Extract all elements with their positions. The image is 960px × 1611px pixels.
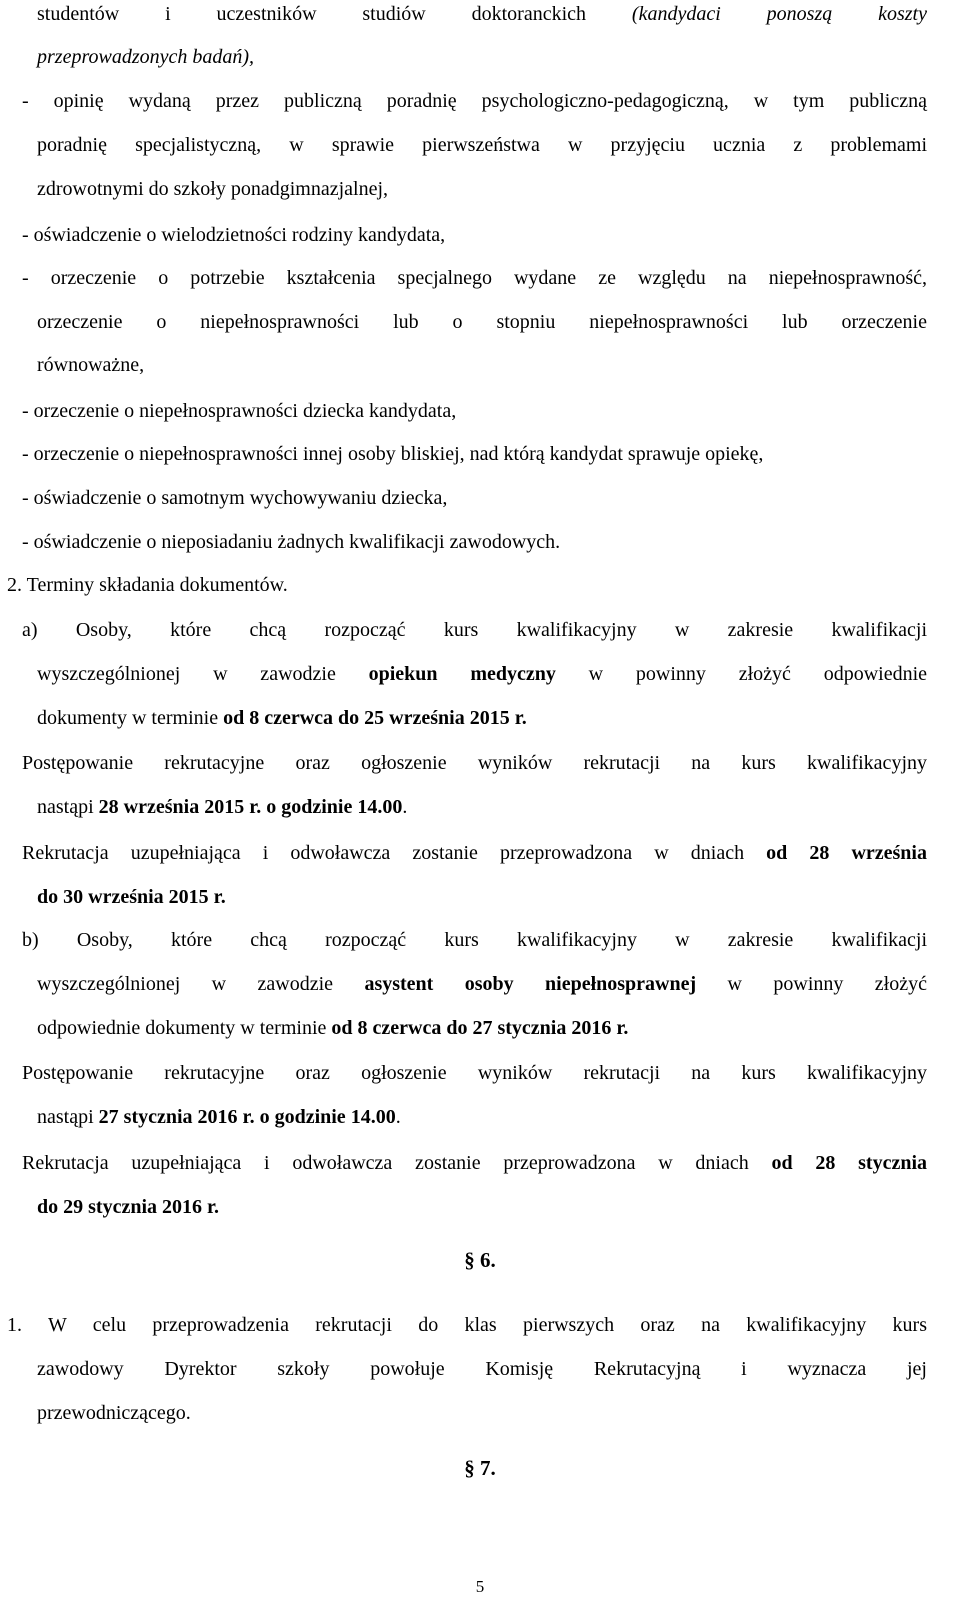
text-line (22, 840, 927, 866)
text-line (22, 88, 927, 114)
italic-text: przeprowadzonych badań), (37, 46, 255, 68)
text-span: Postępowanie rekrutacyjne oraz ogłoszenie wyników rekrutacji na kurs kwalifikacyjny (22, 752, 927, 774)
text-span: . (402, 796, 408, 818)
text-span: - orzeczenie o niepełnosprawności innej osoby bliskiej, nad którą kandydat sprawuje opiekę, (22, 443, 764, 465)
text-span: w powinny złożyć (696, 973, 927, 995)
text-span: - oświadczenie o nieposiadaniu żadnych kwalifikacji zawodowych. (22, 531, 561, 553)
text-span: zawodowy Dyrektor szkoły powołuje Komisję Rekrutacyjną i wyznacza jej (37, 1358, 927, 1380)
text-line (37, 1400, 191, 1426)
text-line (22, 1150, 927, 1176)
text-span: 1. W celu przeprowadzenia rekrutacji do klas pierwszych oraz na kwalifikacyjny kurs (7, 1314, 927, 1336)
text-line (37, 132, 927, 158)
text-span: zdrowotnymi do szkoły ponadgimnazjalnej, (37, 178, 389, 200)
section-heading (7, 572, 288, 598)
text-line (22, 1060, 927, 1086)
text-line (37, 309, 927, 335)
text-line (22, 398, 456, 424)
text-span: Rekrutacja uzupełniająca i odwoławcza zostanie przeprowadzona w dniach (22, 1152, 772, 1174)
text-span: w powinny złożyć odpowiednie (555, 663, 928, 685)
text-line (37, 44, 254, 70)
text-span: orzeczenie o niepełnosprawności lub o stopniu niepełnosprawności lub orzeczenie (37, 311, 927, 333)
text-span: - oświadczenie o samotnym wychowywaniu dziecka, (22, 487, 448, 509)
text-line (22, 265, 927, 291)
text-line (7, 1312, 927, 1338)
text-span: przewodniczącego. (37, 1402, 191, 1424)
text-line (37, 884, 226, 910)
text-span: - oświadczenie o wielodzietności rodziny kandydata, (22, 224, 446, 246)
text-line (37, 794, 407, 820)
bold-text: od 8 czerwca do 25 września 2015 r. (223, 707, 527, 729)
text-line (37, 971, 927, 997)
bold-text: od 28 września (766, 842, 927, 864)
bold-text: od 28 stycznia (771, 1152, 927, 1174)
text-line (22, 750, 927, 776)
text-line (22, 529, 560, 555)
text-span: - opinię wydaną przez publiczną poradnię psychologiczno-pedagogiczną, w tym publiczną (22, 90, 927, 112)
text-line (37, 705, 527, 731)
bold-text: 27 stycznia 2016 r. o godzinie 14.00 (98, 1106, 396, 1128)
text-line (37, 661, 927, 687)
text-span: Postępowanie rekrutacyjne oraz ogłoszenie wyników rekrutacji na kurs kwalifikacyjny (22, 1062, 927, 1084)
text-line (22, 485, 447, 511)
text-span: dokumenty w terminie (37, 707, 224, 729)
bold-text: do 29 stycznia 2016 r. (37, 1196, 220, 1218)
text-line (37, 352, 144, 378)
text-span: wyszczególnionej w zawodzie (37, 663, 369, 685)
text-line (22, 222, 445, 248)
page-number: 5 (475, 1577, 485, 1596)
text-span: równoważne, (37, 354, 145, 376)
text-span: studentów i uczestników studiów doktoranckich (37, 3, 632, 25)
text-span: odpowiednie dokumenty w terminie (37, 1017, 332, 1039)
text-span: Rekrutacja uzupełniająca i odwoławcza zostanie przeprowadzona w dniach (22, 842, 767, 864)
bold-text: 28 września 2015 r. o godzinie 14.00 (98, 796, 403, 818)
bold-text: do 30 września 2015 r. (37, 886, 226, 908)
bold-text: asystent osoby niepełnosprawnej (364, 973, 697, 995)
text-span: poradnię specjalistyczną, w sprawie pierwszeństwa w przyjęciu ucznia z problemami (37, 134, 927, 156)
text-line (22, 927, 927, 953)
text-span: a) Osoby, które chcą rozpocząć kurs kwalifikacyjny w zakresie kwalifikacji (22, 619, 927, 641)
text-span: 2. Terminy składania dokumentów. (7, 574, 288, 596)
section-7-heading: § 7. (464, 1456, 496, 1480)
text-span: . (395, 1106, 401, 1128)
bold-text: od 8 czerwca do 27 stycznia 2016 r. (331, 1017, 629, 1039)
text-span: b) Osoby, które chcą rozpocząć kurs kwalifikacyjny w zakresie kwalifikacji (22, 929, 927, 951)
text-line (37, 1015, 628, 1041)
text-span: - orzeczenie o potrzebie kształcenia specjalnego wydane ze względu na niepełnosprawność, (22, 267, 927, 289)
text-line (22, 441, 763, 467)
text-line (37, 1, 927, 27)
text-span: nastąpi (37, 796, 99, 818)
text-span: nastąpi (37, 1106, 99, 1128)
text-line (37, 1104, 401, 1130)
text-line (22, 617, 927, 643)
text-span: wyszczególnionej w zawodzie (37, 973, 365, 995)
text-line (37, 176, 388, 202)
text-line (37, 1356, 927, 1382)
section-6-heading: § 6. (464, 1248, 496, 1272)
text-line (37, 1194, 219, 1220)
text-span: - orzeczenie o niepełnosprawności dziecka kandydata, (22, 400, 457, 422)
bold-text: opiekun medyczny (368, 663, 556, 685)
italic-text: (kandydaci ponoszą koszty (631, 3, 927, 25)
